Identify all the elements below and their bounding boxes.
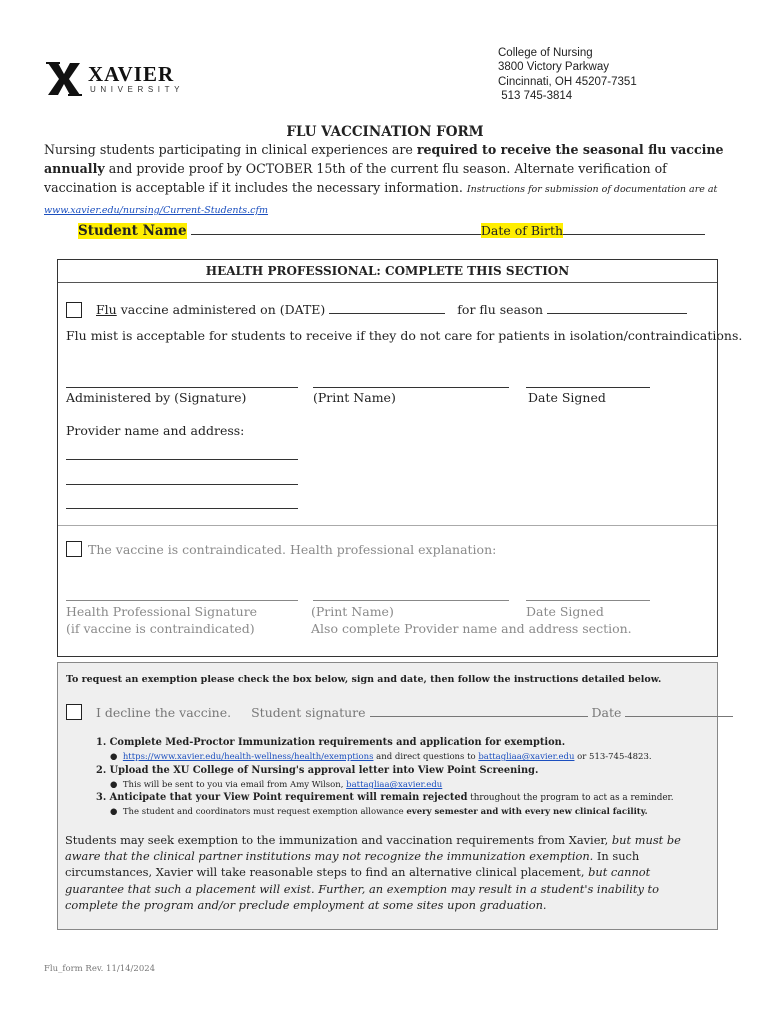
hp-print-name-label: (Print Name)	[311, 604, 394, 619]
form-title: FLU VACCINATION FORM	[286, 124, 484, 140]
administered-by-label: Administered by (Signature)	[66, 390, 247, 405]
footer-revision: Flu_form Rev. 11/14/2024	[44, 964, 156, 974]
disclaimer-italic-2: but cannot guarantee that such a placement will exist. Further, an exemption may result in a student's inability to complete the program and/or preclude employment at some sites upon graduation.	[65, 865, 659, 912]
student-row	[78, 223, 705, 239]
step-1-email-link[interactable]: battagliaa@xavier.edu	[478, 752, 575, 762]
step-2-sub-text: This will be sent to you via email from Amy Wilson,	[122, 780, 347, 790]
hp-section	[57, 259, 718, 657]
hp-signature-line[interactable]	[66, 600, 298, 601]
dob-label: Date of Birth	[480, 223, 564, 238]
address-line: College of Nursing	[498, 47, 593, 59]
also-complete-note: Also complete Provider name and address section.	[311, 621, 632, 636]
hp-heading: HEALTH PROFESSIONAL: COMPLETE THIS SECTION	[205, 264, 570, 278]
administered-print-name-line[interactable]	[313, 387, 509, 388]
provider-line-3[interactable]	[66, 508, 298, 509]
provider-line-2[interactable]	[66, 484, 298, 485]
bullet-icon: ●	[110, 807, 123, 817]
step-2-sub	[110, 780, 442, 790]
exemption-request: To request an exemption please check the box below, sign and date, then follow the instructions detailed below.	[66, 674, 662, 685]
hp-date-line[interactable]	[526, 600, 650, 601]
print-name-label: (Print Name)	[313, 390, 396, 405]
intro-bold: required to receive the seasonal flu vaccine annually	[44, 142, 724, 176]
step-3	[96, 792, 674, 803]
decline-date-field[interactable]	[625, 705, 733, 717]
exemption-disclaimer	[65, 832, 710, 913]
bullet-icon: ●	[110, 780, 123, 790]
address-line: 3800 Victory Parkway	[498, 61, 610, 74]
date-signed-label: Date Signed	[528, 390, 606, 405]
vaccine-date-field[interactable]	[329, 302, 445, 314]
x-mark-icon	[46, 62, 82, 96]
decline-row	[96, 705, 733, 720]
step-2-email-link[interactable]: battagliaa@xavier.edu	[346, 780, 443, 790]
hp-signature-label: Health Professional Signature	[66, 604, 258, 619]
flu-word: Flu	[96, 302, 117, 317]
disclaimer-text-2: In such circumstances, Xavier will take reasonable steps to find an alternative clinical placement,	[65, 849, 640, 880]
flu-season-label: for flu season	[457, 302, 544, 317]
step-1-sub	[110, 752, 652, 762]
contraindicated-label: The vaccine is contraindicated. Health professional explanation:	[88, 542, 497, 557]
student-signature-label: Student signature	[251, 705, 366, 720]
flu-mist-note: Flu mist is acceptable for students to receive if they do not care for patients in isolation/contraindications.	[66, 328, 743, 343]
administered-date-line[interactable]	[526, 387, 650, 388]
step-3-sub-bold: every semester and with every new clinical facility.	[406, 807, 648, 817]
provider-label: Provider name and address:	[66, 423, 245, 438]
intro-text-2: and provide proof by OCTOBER 15th of the current flu season. Alternate verification of vaccination is acceptable if it includes the necessary information.	[44, 161, 667, 195]
student-name-field[interactable]	[191, 223, 481, 235]
contraindicated-checkbox[interactable]	[66, 541, 82, 557]
address-block	[498, 46, 637, 103]
instructions-link[interactable]: www.xavier.edu/nursing/Current-Students.cfm	[44, 205, 269, 216]
student-signature-field[interactable]	[370, 705, 588, 717]
step-3-sub-text: The student and coordinators must request exemption allowance	[122, 807, 407, 817]
hp-print-name-line[interactable]	[313, 600, 509, 601]
bullet-icon: ●	[110, 752, 123, 762]
step-3-rest: throughout the program to act as a reminder.	[467, 793, 674, 803]
instructions-text: Instructions for submission of documentation are at	[466, 184, 718, 195]
flu-administered-row	[96, 302, 687, 317]
intro-text: Nursing students participating in clinical experiences are	[44, 142, 417, 157]
disclaimer-text-1: Students may seek exemption to the immunization and vaccination requirements from Xavier,	[65, 833, 612, 847]
hp-date-signed-label: Date Signed	[526, 604, 604, 619]
provider-line-1[interactable]	[66, 459, 298, 460]
decline-checkbox[interactable]	[66, 704, 82, 720]
step-3-bold: 3. Anticipate that your View Point requirement will remain rejected	[96, 792, 468, 803]
step-2: 2. Upload the XU College of Nursing's approval letter into View Point Screening.	[96, 765, 539, 776]
address-line: Cincinnati, OH 45207-7351	[498, 75, 637, 88]
intro-paragraph	[44, 140, 734, 220]
decline-label: I decline the vaccine.	[96, 705, 232, 720]
logo-name: XAVIER	[88, 62, 175, 86]
decline-date-label: Date	[591, 705, 622, 720]
exemption-link[interactable]: https://www.xavier.edu/health-wellness/health/exemptions	[122, 752, 374, 762]
if-contraindicated-label: (if vaccine is contraindicated)	[66, 621, 255, 636]
step-1-end: or 513-745-4823.	[574, 752, 652, 762]
step-1-mid: and direct questions to	[373, 752, 479, 762]
flu-administered-label: vaccine administered on (DATE)	[116, 302, 330, 317]
dob-field[interactable]	[563, 223, 705, 235]
administered-signature-line[interactable]	[66, 387, 298, 388]
step-1: 1. Complete Med-Proctor Immunization requirements and application for exemption.	[96, 737, 566, 748]
flu-season-field[interactable]	[547, 302, 687, 314]
student-name-label: Student Name	[78, 223, 187, 239]
step-3-sub	[110, 807, 648, 817]
address-line: 513 745-3814	[498, 89, 573, 102]
xavier-logo	[46, 62, 191, 98]
flu-administered-checkbox[interactable]	[66, 302, 82, 318]
disclaimer-italic-1: but must be aware that the clinical partner institutions may not recognize the immunization exemption.	[65, 833, 681, 864]
logo-sub: UNIVERSITY	[90, 85, 185, 94]
